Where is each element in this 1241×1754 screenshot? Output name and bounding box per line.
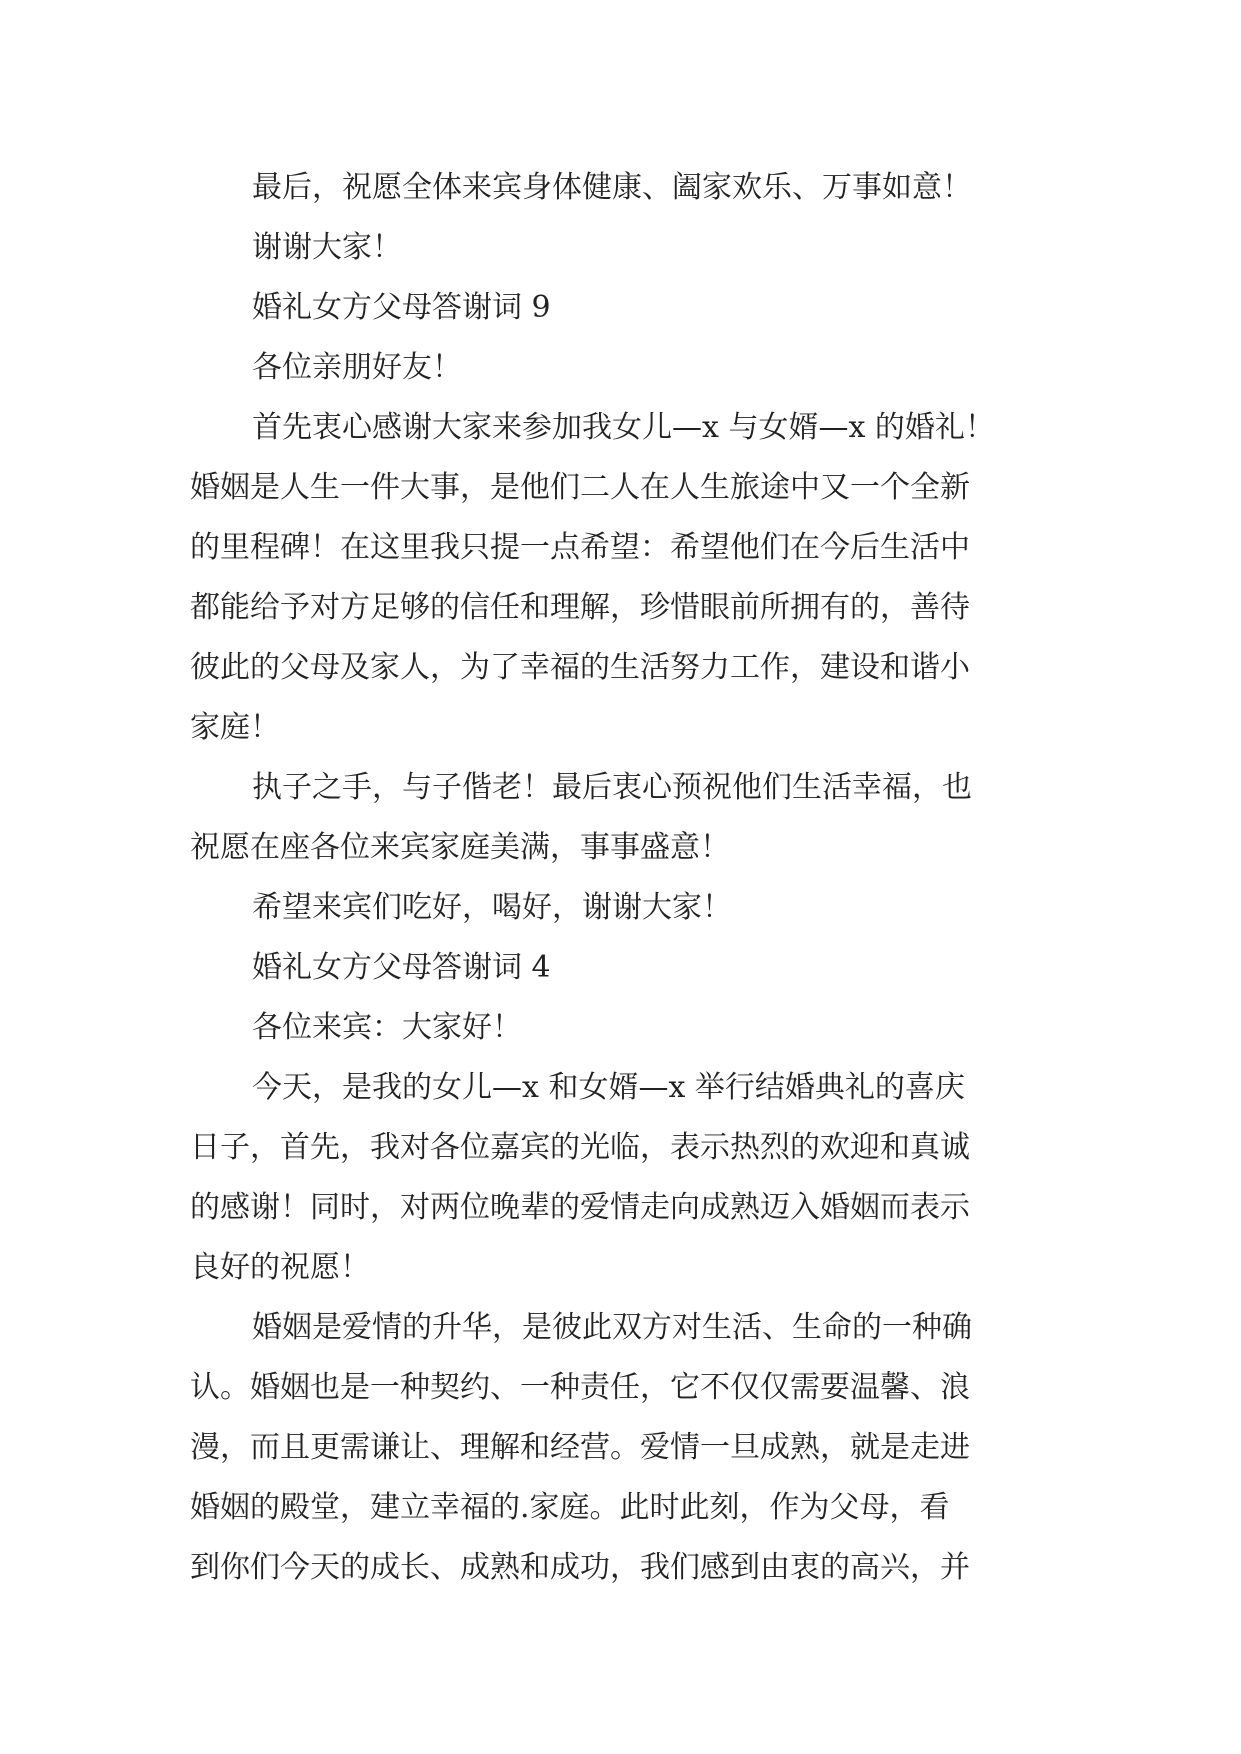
document-body: [190, 158, 1050, 1598]
section-heading: 婚礼女方父母答谢词 9: [252, 290, 551, 325]
text-line: 谢谢大家！: [252, 230, 402, 265]
text-line: 婚姻是人生一件大事，是他们二人在人生旅途中又一个全新: [190, 470, 970, 505]
text-line: 都能给予对方足够的信任和理解，珍惜眼前所拥有的，善待: [190, 590, 970, 625]
text-line: 执子之手，与子偕老！最后衷心预祝他们生活幸福，也: [252, 770, 972, 805]
text-line: 认。婚姻也是一种契约、一种责任，它不仅仅需要温馨、浪: [190, 1370, 970, 1405]
text-line: 婚姻是爱情的升华，是彼此双方对生活、生命的一种确: [252, 1310, 972, 1345]
text-line: 的感谢！同时，对两位晚辈的爱情走向成熟迈入婚姻而表示: [190, 1190, 970, 1225]
text-line: 彼此的父母及家人，为了幸福的生活努力工作，建设和谐小: [190, 650, 970, 685]
text-line: 今天，是我的女儿—x 和女婿—x 举行结婚典礼的喜庆: [252, 1070, 965, 1105]
section-heading: 婚礼女方父母答谢词 4: [252, 950, 551, 985]
salutation: 各位来宾：大家好！: [252, 1010, 522, 1045]
text-line: 日子，首先，我对各位嘉宾的光临，表示热烈的欢迎和真诚: [190, 1130, 970, 1165]
text-line: 祝愿在座各位来宾家庭美满，事事盛意！: [190, 830, 730, 865]
text-line: 的里程碑！在这里我只提一点希望：希望他们在今后生活中: [190, 530, 970, 565]
text-line: 漫，而且更需谦让、理解和经营。爱情一旦成熟，就是走进: [190, 1430, 970, 1465]
text-line: 希望来宾们吃好，喝好，谢谢大家！: [252, 890, 732, 925]
text-line: 首先衷心感谢大家来参加我女儿—x 与女婿—x 的婚礼！: [252, 410, 995, 445]
text-line: 到你们今天的成长、成熟和成功，我们感到由衷的高兴，并: [190, 1550, 970, 1585]
text-line: 良好的祝愿！: [190, 1250, 370, 1285]
salutation: 各位亲朋好友！: [252, 350, 462, 385]
text-line: 家庭！: [190, 710, 280, 745]
text-line: 婚姻的殿堂，建立幸福的.家庭。此时此刻，作为父母，看: [190, 1490, 950, 1525]
text-line: 最后，祝愿全体来宾身体健康、阖家欢乐、万事如意！: [252, 170, 972, 205]
